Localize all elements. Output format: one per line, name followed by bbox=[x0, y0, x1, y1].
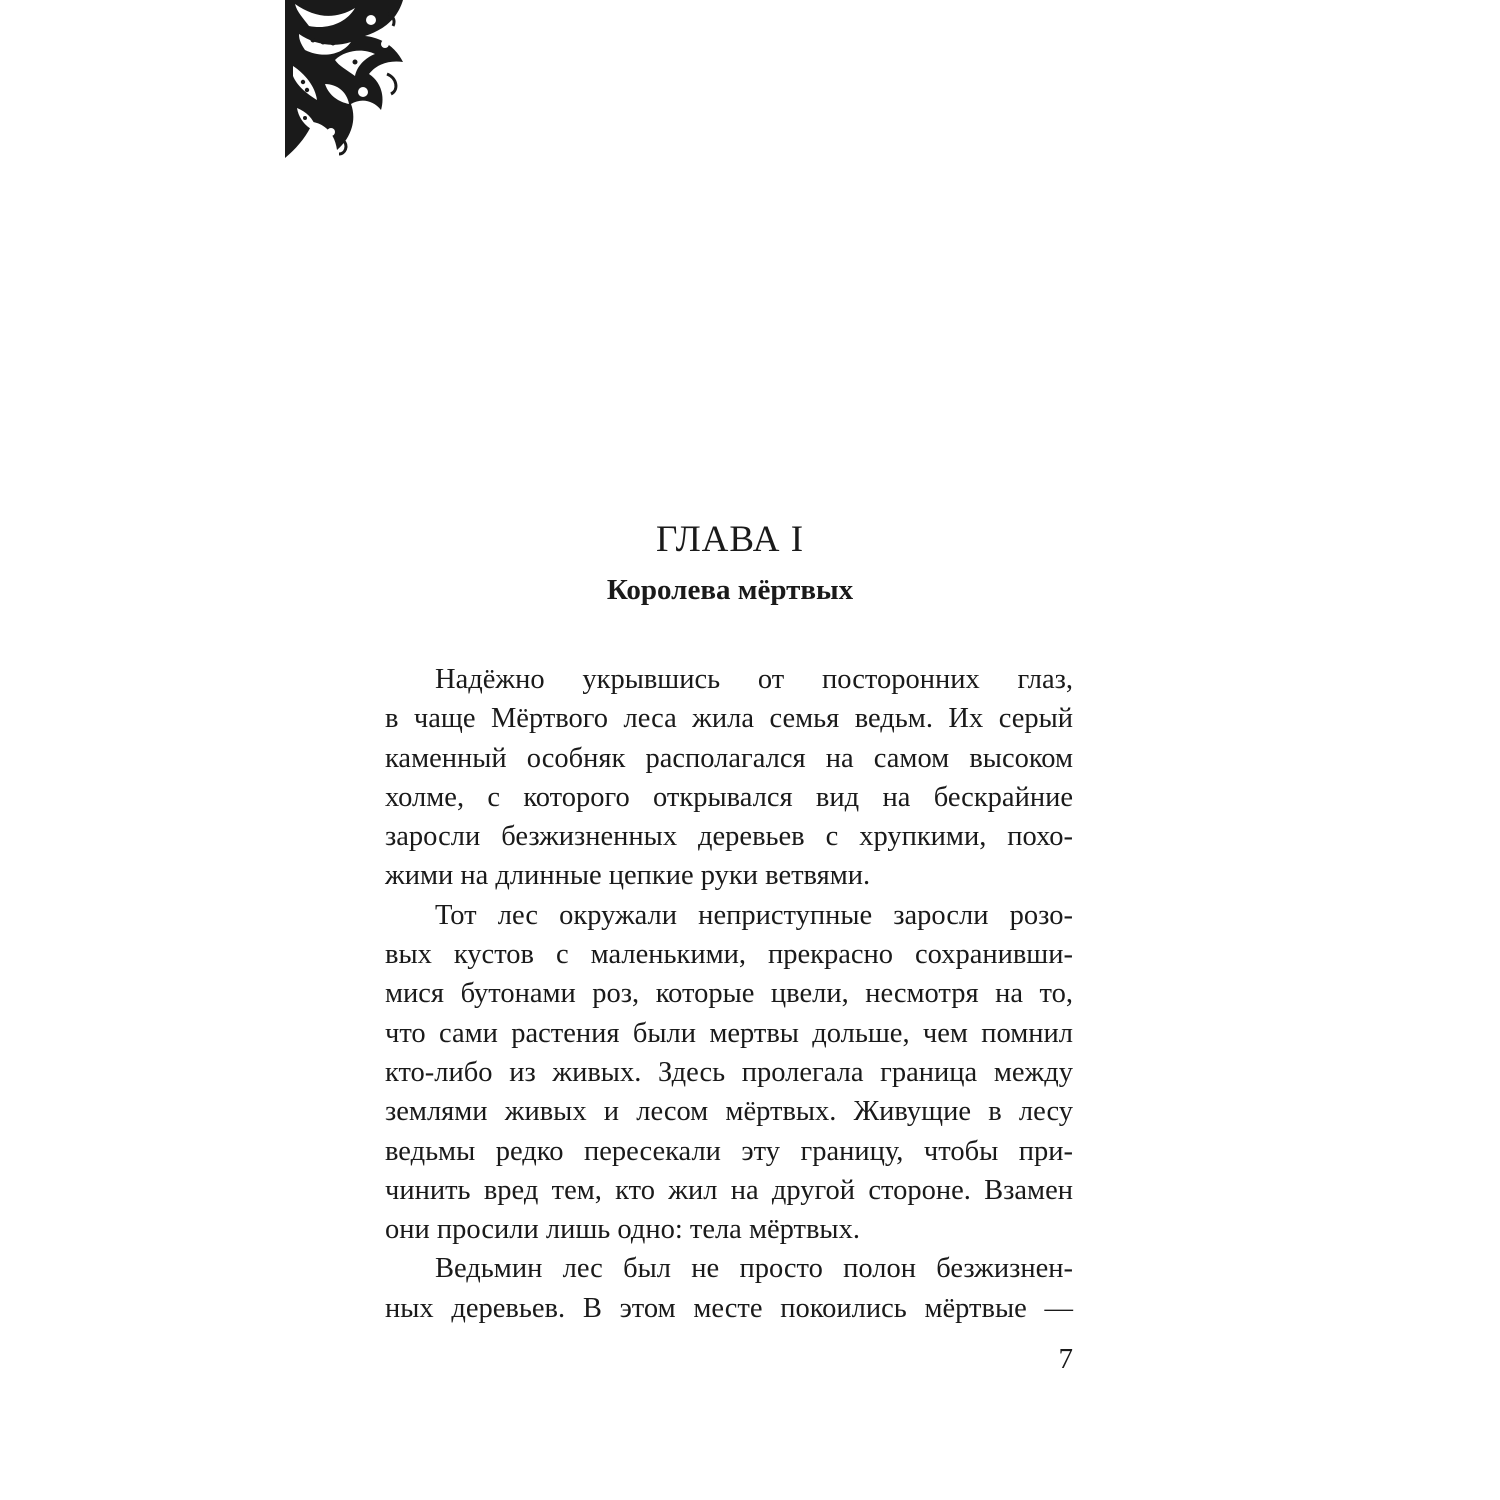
text-line: ных деревьев. В этом месте покоились мёртвые — bbox=[385, 1292, 1073, 1324]
paragraph bbox=[385, 1249, 1073, 1328]
text-line: в чаще Мёртвого леса жила семья ведьм. Их серый bbox=[385, 703, 1073, 735]
text-line: они просили лишь одно: тела мёртвых. bbox=[385, 1214, 860, 1246]
text-line: кто-либо из живых. Здесь пролегала граница между bbox=[385, 1056, 1073, 1088]
text-line: вых кустов с маленькими, прекрасно сохранивши- bbox=[385, 939, 1073, 971]
text-line: чинить вред тем, кто жил на другой стороне. Взамен bbox=[385, 1174, 1073, 1206]
paragraph bbox=[385, 896, 1073, 1250]
text-line: жими на длинные цепкие руки ветвями. bbox=[385, 860, 871, 892]
chapter-body bbox=[385, 660, 1073, 1328]
text-line: землями живых и лесом мёртвых. Живущие в лесу bbox=[385, 1096, 1073, 1128]
text-line: каменный особняк располагался на самом высоком bbox=[385, 742, 1073, 774]
text-line: холме, с которого открывался вид на бескрайние bbox=[385, 781, 1073, 813]
text-line: мися бутонами роз, которые цвели, несмотря на то, bbox=[385, 978, 1073, 1010]
text-line: что сами растения были мертвы дольше, чем помнил bbox=[385, 1017, 1073, 1049]
text-line: Надёжно укрывшись от посторонних глаз, bbox=[435, 664, 1073, 695]
text-line: ведьмы редко пересекали эту границу, чтобы при- bbox=[385, 1135, 1073, 1167]
page-number: 7 bbox=[1058, 1343, 1073, 1375]
text-line: Тот лес окружали неприступные заросли розо- bbox=[435, 899, 1073, 931]
corner-ornament-icon bbox=[285, 0, 410, 158]
text-line: заросли безжизненных деревьев с хрупкими, похо- bbox=[385, 821, 1073, 853]
chapter-title: Королева мёртвых bbox=[606, 574, 854, 606]
chapter-number: ГЛАВА I bbox=[655, 519, 805, 560]
text-line: Ведьмин лес был не просто полон безжизнен- bbox=[435, 1253, 1073, 1285]
paragraph bbox=[385, 660, 1073, 896]
